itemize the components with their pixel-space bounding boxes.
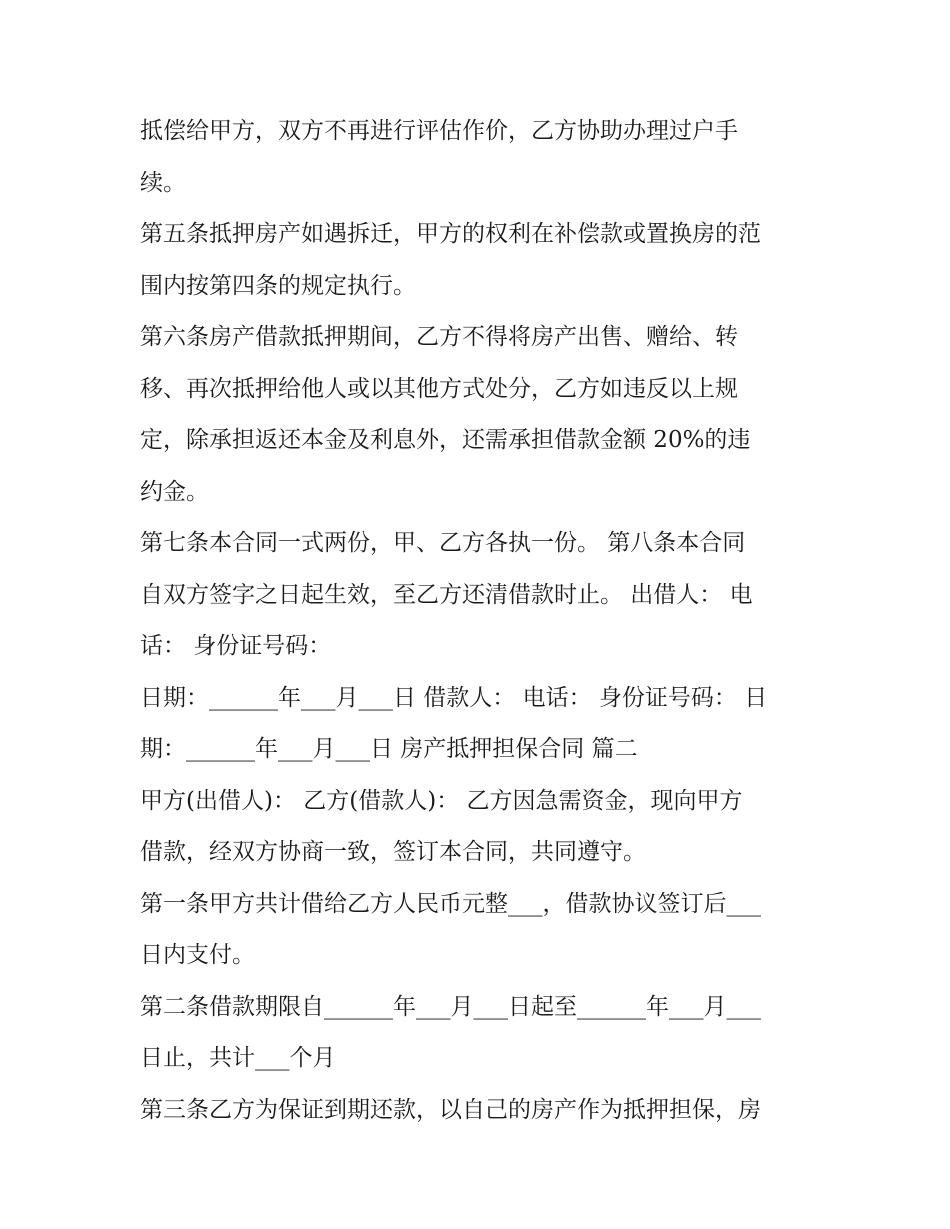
text-line: 日内支付。	[140, 942, 255, 968]
text-line: 第二条借款期限自______年___月___日起至______年___月___	[140, 993, 761, 1020]
text-line: 定，除承担返还本金及利息外，还需承担借款金额 20%的违	[140, 427, 751, 453]
text-line: 抵偿给甲方，双方不再进行评估作价，乙方协助办理过户手	[140, 118, 738, 144]
text-line: 续。	[140, 169, 186, 196]
text-line: 日止，共计___个月	[140, 1045, 336, 1071]
text-line: 第七条本合同一式两份，甲、乙方各执一份。 第八条本合同	[140, 530, 746, 556]
text-line: 日期：______年___月___日 借款人： 电话： 身份证号码： 日	[140, 684, 768, 711]
text-line: 第三条乙方为保证到期还款，以自己的房产作为抵押担保，房	[140, 1096, 761, 1123]
text-line: 话： 身份证号码：	[140, 633, 332, 659]
text-line: 第一条甲方共计借给乙方人民币元整___，借款协议签订后___	[140, 890, 761, 917]
text-line: 围内按第四条的规定执行。	[140, 272, 416, 299]
text-line: 移、再次抵押给他人或以其他方式处分，乙方如违反以上规	[140, 375, 738, 402]
text-line: 自双方签字之日起生效，至乙方还清借款时止。 出借人： 电	[140, 581, 753, 608]
text-line: 甲方(出借人)： 乙方(借款人)： 乙方因急需资金，现向甲方	[140, 787, 743, 814]
text-line: 第五条抵押房产如遇拆迁，甲方的权利在补偿款或置换房的范	[140, 221, 761, 247]
text-line: 约金。	[140, 478, 209, 505]
text-line: 第六条房产借款抵押期间，乙方不得将房产出售、赠给、转	[140, 324, 738, 350]
text-line: 借款，经双方协商一致，签订本合同，共同遵守。	[140, 839, 646, 865]
document-page	[140, 106, 812, 1136]
text-line: 期：______年___月___日 房产抵押担保合同 篇二	[140, 736, 638, 762]
